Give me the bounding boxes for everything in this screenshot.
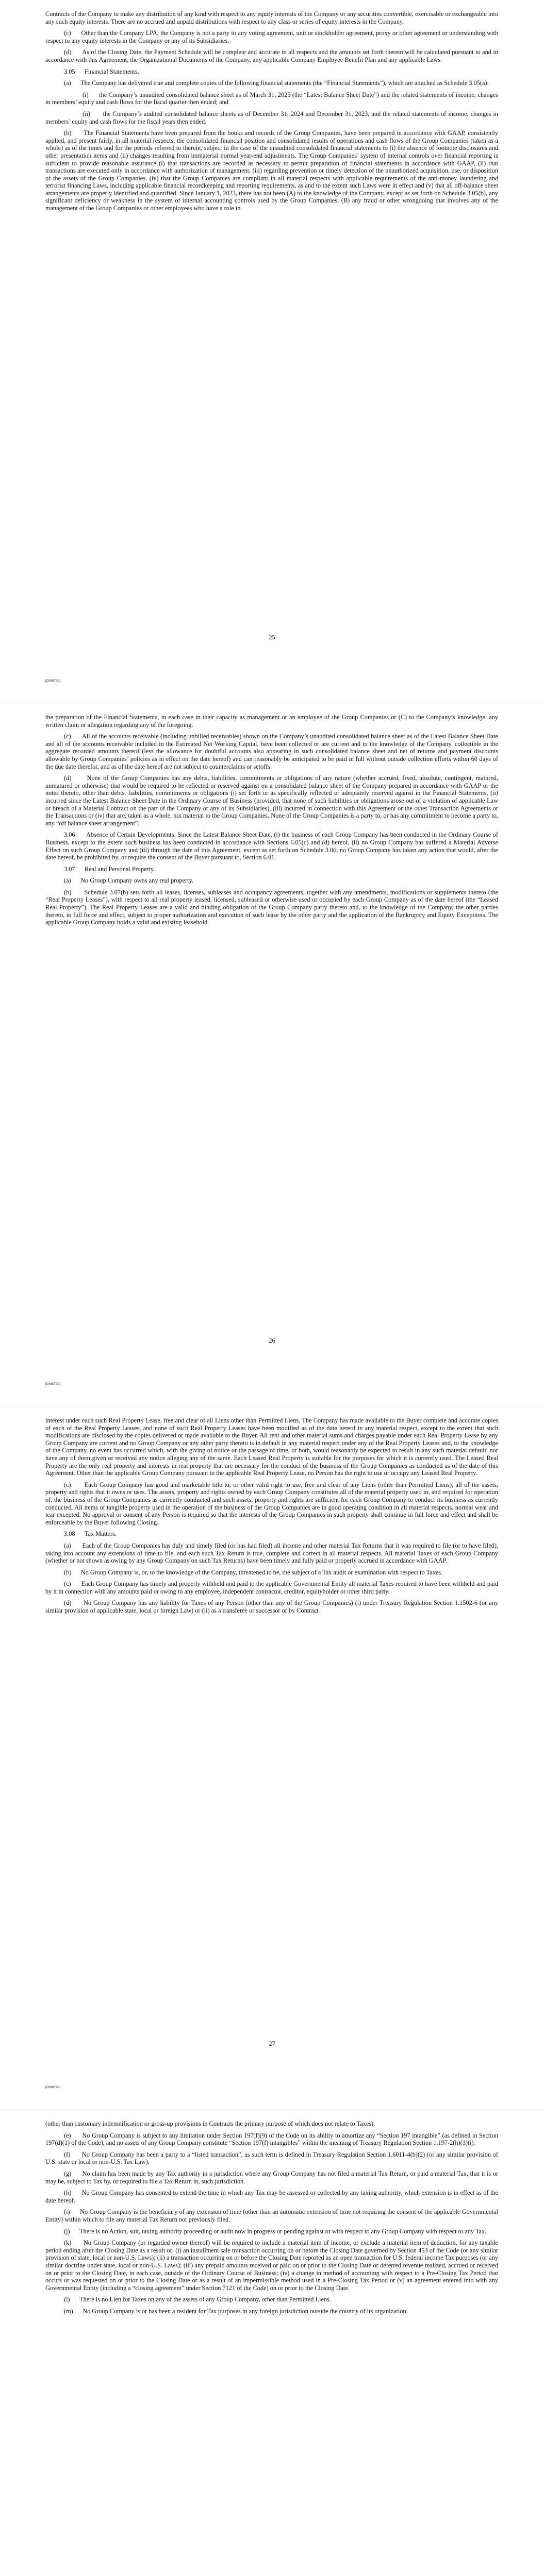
page-body xyxy=(45,10,498,216)
paragraph: (g) No claim has been made by any Tax authority in a jurisdiction where any Group Company has not filed a material Tax Return, or paid a material Tax, that it is or may be, subject to Tax by, or required to file a Tax Return in, such jurisdiction. xyxy=(45,2170,498,2185)
paragraph: (b) No Group Company is, or, to the knowledge of the Company, threatened to be, the subject of a Tax audit or examination with respect to Taxes. xyxy=(64,1568,443,1576)
page-number: 27 xyxy=(269,2040,275,2047)
paragraph: (a) No Group Company owns any real property. xyxy=(64,877,193,885)
paragraph: (m) No Group Company is or has been a resident for Tax purposes in any foreign jurisdiction outside the country of its organization. xyxy=(64,2307,408,2315)
document-page-4 xyxy=(0,2110,544,2576)
paragraph: the preparation of the Financial Statements, in each case in their capacity as management or an employee of the Group Companies or (C) to the Company’s knowledge, any written claim or allegation regarding any of the foregoing. xyxy=(45,714,498,728)
document-reference: [DM8792] xyxy=(45,1382,61,1386)
paragraph: (i) No Group Company is the beneficiary of any extension of time (other than an automatic extension of time not requiring the consent of the applicable Governmental Entity) within which to file any material Tax Return not previously filed. xyxy=(45,2208,498,2223)
paragraph: (h) No Group Company has consented to extend the time in which any Tax may be assessed or collected by any taxing authority, which extension is in effect as of the date hereof. xyxy=(45,2189,498,2204)
document-reference: [DM8792] xyxy=(45,679,61,683)
paragraph: (d) None of the Group Companies has any debts, liabilities, commitments or obligations of any nature (whether accrued, fixed, absolute, contingent, matured, unmatured or otherwise) that would be required to be reflected or reserved against on a consolidated balance sheet of the Company prepared in accordance with GAAP or the notes thereto, other than debts, liabilities, commitments or obligations (i) set forth or as specifically reflected or adequately reserved against in the Financial Statements, (ii) incurred since the Latest Balance Sheet Date in the Ordinary Course of Business (provided, that none of such liabilities or obligations arose out of a violation of applicable Law or breach of a Material Contract on the part of the Company or any of its Subsidiaries), (iii) incurred in connection with this Agreement or the other Transaction Agreements or the Transactions or (iv) that are, taken as a whole, not material to the Group Companies. None of the Group Companies is a party to, or has any commitment to become a party to, any “off balance sheet arrangement”. xyxy=(45,774,498,827)
paragraph: (e) No Group Company is subject to any limitation under Section 197(f)(9) of the Code on its ability to amortize any “Section 197 intangible” (as defined in Section 197(d)(1) of the Code), and no assets of any Group Company constitute “Section 197(f) intangibles” within the meaning of Treasury Regulation Section 1.197-2(h)(1)(i). xyxy=(45,2131,498,2147)
paragraph: Contracts of the Company to make any distribution of any kind with respect to any equity interests of the Company or any securities convertible, exercisable or exchangeable into any such equity interests. There are no accrued and unpaid distributions with respect to any class or series of equity interests in the Company. xyxy=(45,10,498,25)
paragraph: (i) the Company’s unaudited consolidated balance sheet as of March 31, 2025 (the “Latest Balance Sheet Date”) and the related statements of income, changes in members’ equity and cash flows for the fiscal quarter then ended; and xyxy=(45,91,498,106)
document-page-3 xyxy=(0,1406,544,2110)
paragraph: (f) No Group Company has been a party to a “listed transaction”, as such term is defined in Treasury Regulation Section 1.6011-4(b)(2) (or any similar provision of U.S. state or local or non-U.S. Tax Law). xyxy=(45,2150,498,2166)
paragraph: (other than customary indemnification or gross-up provisions in Contracts the primary purpose of which does not relate to Taxes). xyxy=(45,2120,375,2127)
paragraph: (c) Other than the Company LPA, the Company is not a party to any voting agreement, unit or stockholder agreement, proxy or other agreement or understanding with respect to any equity interests in the Company or any of its Subsidiaries. xyxy=(45,29,498,44)
page-body xyxy=(45,2120,498,2319)
document-page-2 xyxy=(0,703,544,1406)
paragraph: (d) No Group Company has any liability for Taxes of any Person (other than any of the Group Companies) (i) under Treasury Regulation Section 1.1502-6 (or any similar provision of applicable state, local or foreign Law) or (ii) as a transferee or successor or by Contract xyxy=(45,1599,498,1615)
paragraph: (l) There is no Lien for Taxes on any of the assets of any Group Company, other than Permitted Liens. xyxy=(64,2296,331,2303)
section-heading: 3.06 Absence of Certain Developments. Since the Latest Balance Sheet Date, (i) the business of each Group Company has been conducted in the Ordinary Course of Business, except to the extent such business has been conducted in accordance with Sections 6.05(c) and (d) hereof, (ii) no Group Company has suffered a Material Adverse Effect on such Group Company and (iii) through the date of this Agreement, except as set forth on Schedule 3.06, no Group Company has taken any action that would, after the date hereof, be prohibited by, or require the consent of the Buyer pursuant to, Section 6.01. xyxy=(45,831,498,861)
section-heading: 3.08 Tax Matters. xyxy=(64,1530,117,1538)
document-reference: [DM8792] xyxy=(45,2086,61,2089)
paragraph: (d) As of the Closing Date, the Payment Schedule will be complete and accurate in all respects and the amounts set forth therein will be calculated pursuant to and in accordance with this Agreement, the Organizational Documents of the Company, any applicable Company Employee Benefit Plan and any applicable Laws. xyxy=(45,48,498,63)
paragraph: (b) Schedule 3.07(b) sets forth all leases, licenses, subleases and occupancy agreements, together with any amendments, modifications or supplements thereto (the “Real Property Leases”), with respect to all real property leased, licensed, subleased or otherwise used or occupied by each Group Company as of the date hereof (the “Leased Real Property”). The Real Property Leases are a valid and binding obligation of the Group Company party thereto and, to the knowledge of the Company, the other parties thereto, in full force and effect, subject to proper authorization and execution of such lease by the other party and the application of the Bankruptcy and Equity Exceptions. The applicable Group Company holds a valid and existing leasehold xyxy=(45,888,498,926)
page-body xyxy=(45,714,498,930)
paragraph: (a) Each of the Group Companies has duly and timely filed (or has had filed) all income and other material Tax Returns that it was required to file (or to have filed), taking into account any extensions of time to file, and each such Tax Return is true, complete and correct in all material respects. All material Taxes of each Group Company (whether or not shown as owing by any Group Company on such Tax Returns) have been timely and fully paid or properly accrued in accordance with GAAP. xyxy=(45,1541,498,1565)
paragraph: (c) Each Group Company has timely and properly withheld and paid to the applicable Governmental Entity all material Taxes required to have been withheld and paid by it in connection with any amounts paid or owing to any employee, independent contractor, creditor, equityholder or other third party. xyxy=(45,1580,498,1595)
paragraph: (c) All of the accounts receivable (including unbilled receivables) shown on the Company’s unaudited consolidated balance sheet as of the Latest Balance Sheet Date and all of the accounts receivable included in the Estimated Net Working Capital, have been collected or are current and to the knowledge of the Company, collectible in the aggregate recorded amounts thereof (less the allowance for doubtful accounts also appearing in such consolidated balance sheet and net of returns and payment discounts allowable by Group Companies’ policies as in effect on the date hereof) and can reasonably be anticipated to be paid in full without outside collection efforts within 60 days of the due date therefor, and as of the date hereof are not subject to counterclaims or setoffs. xyxy=(45,733,498,770)
paragraph: (c) Each Group Company has good and marketable title to, or other valid right to use, free and clear of any Liens (other than Permitted Liens), all of the assets, property and rights that it owns or uses. The assets, property and rights owned by each Group Company constitutes all of the material property used in, and required for operation of, the business of the Group Companies as currently conducted and such assets, property and rights are sufficient for each Group Company to conduct its business as currently conducted. All items of tangible property used in the operation of the business of the Group Companies are in good operating condition in all material respects, normal wear and tear excepted. No approval or consent of any Person is required so that the interests of the Group Companies in such property shall continue in full force and effect and shall be enforceable by the Buyer following Closing. xyxy=(45,1481,498,1526)
document-page-1 xyxy=(0,0,544,703)
section-heading: 3.07 Real and Personal Property. xyxy=(64,865,155,873)
page-body xyxy=(45,1417,498,1619)
page-number: 25 xyxy=(269,634,275,641)
paragraph: (k) No Group Company (or regarded owner thereof) will be required to include a material item of income, or exclude a material item of deduction, for any taxable period ending after the Closing Date as a result of: (i) an installment sale transaction occurring on or before the Closing Date governed by Section 453 of the Code (or any similar provision of state, local or non-U.S. Laws); (ii) a transaction occurring on or before the Closing Date reported as an open transaction for U.S. federal income Tax purposes (or any similar doctrine under state, local or non-U.S. Laws); (iii) any prepaid amounts received or paid on or prior to the Closing Date or deferred revenue realized, accrued or received on or prior to the Closing Date, in each case, outside of the Ordinary Course of Business; (iv) a change in method of accounting with respect to a Pre-Closing Tax Period that occurs or was requested on or prior to the Closing Date or as a result of an impermissible method used in a Pre-Closing Tax Period or (v) an agreement entered into with any Governmental Entity (including a “closing agreement” under Section 7121 of the Code) on or prior to the Closing Date. xyxy=(45,2239,498,2292)
paragraph: (b) The Financial Statements have been prepared from the books and records of the Group Companies, have been prepared in accordance with GAAP, consistently applied, and present fairly, in all material respects, the consolidated financial position and consolidated results of operations and cash flows of the Group Companies (taken as a whole) as of the times and for the periods referred to therein, subject in the case of the unaudited consolidated financial statements to (i) the absence of footnote disclosures and other presentation items and (ii) changes resulting from immaterial normal year-end adjustments. The Group Companies’ system of internal controls over financial reporting is sufficient to provide reasonable assurance (i) that transactions are recorded as necessary to permit preparation of financial statements in accordance with GAAP, (ii) that transactions are executed only in accordance with authorization of management, (iii) regarding prevention or timely detection of the unauthorized acquisition, use, or disposition of the assets of the Group Companies, (iv) that the Group Companies are compliant in all material respects with applicable requirements of the anti-money laundering and terrorist financing Laws, including applicable financial recordkeeping and reporting requirements, as and to the extent such Laws were in effect and (v) that all off-balance sheet arrangements are properly identified and quantified. Since January 1, 2023, there has not been (A) to the knowledge of the Company, except as set forth on Schedule 3.05(b), any significant deficiency or weakness in the system of internal accounting controls used by the Group Companies, (B) any fraud or other wrongdoing that involves any of the management of the Group Companies or other employees who have a role in xyxy=(45,129,498,212)
paragraph: (a) The Company has delivered true and complete copies of the following financial statements (the “Financial Statements”), which are attached as Schedule 3.05(a): xyxy=(64,79,489,87)
page-number: 26 xyxy=(269,1337,275,1344)
paragraph: interest under each such Real Property Lease, free and clear of all Liens other than Permitted Liens. The Company has made available to the Buyer complete and accurate copies of each of the Real Property Leases, and none of such Real Property Leases have been modified as of the date hereof in any material respect, except to the extent that such modifications are disclosed by the copies delivered or made available to the Buyer. All rent and other material sums and charges payable under each Real Property Lease by any Group Company are current and no Group Company or any other party thereto is in default in any material respect under any of the Real Property Leases and, to the knowledge of the Company, no event has occurred which, with the giving of notice or the passage of time, or both, would reasonably be expected to result in any such material default, nor have any of them given or received any notice alleging any of the same. Each Leased Real Property is suitable for the purposes for which it is currently used. The Leased Real Property are the only real property and interests in real property that are necessary for the conduct of the business of the Group Companies as conducted as of the date of this Agreement. Other than the applicable Group Company pursuant to the applicable Real Property Lease, no Person has the right to use or occupy any Leased Real Property. xyxy=(45,1417,498,1477)
paragraph: (j) There is no Action, suit, taxing authority proceeding or audit now in progress or pending against or with respect to any Group Company with respect to any Tax. xyxy=(64,2227,487,2235)
section-heading: 3.05 Financial Statements. xyxy=(64,67,139,75)
paragraph: (ii) the Company’s audited consolidated balance sheets as of December 31, 2024 and December 31, 2023, and the related statements of income, changes in members’ equity and cash flows for the fiscal years then ended. xyxy=(45,110,498,125)
